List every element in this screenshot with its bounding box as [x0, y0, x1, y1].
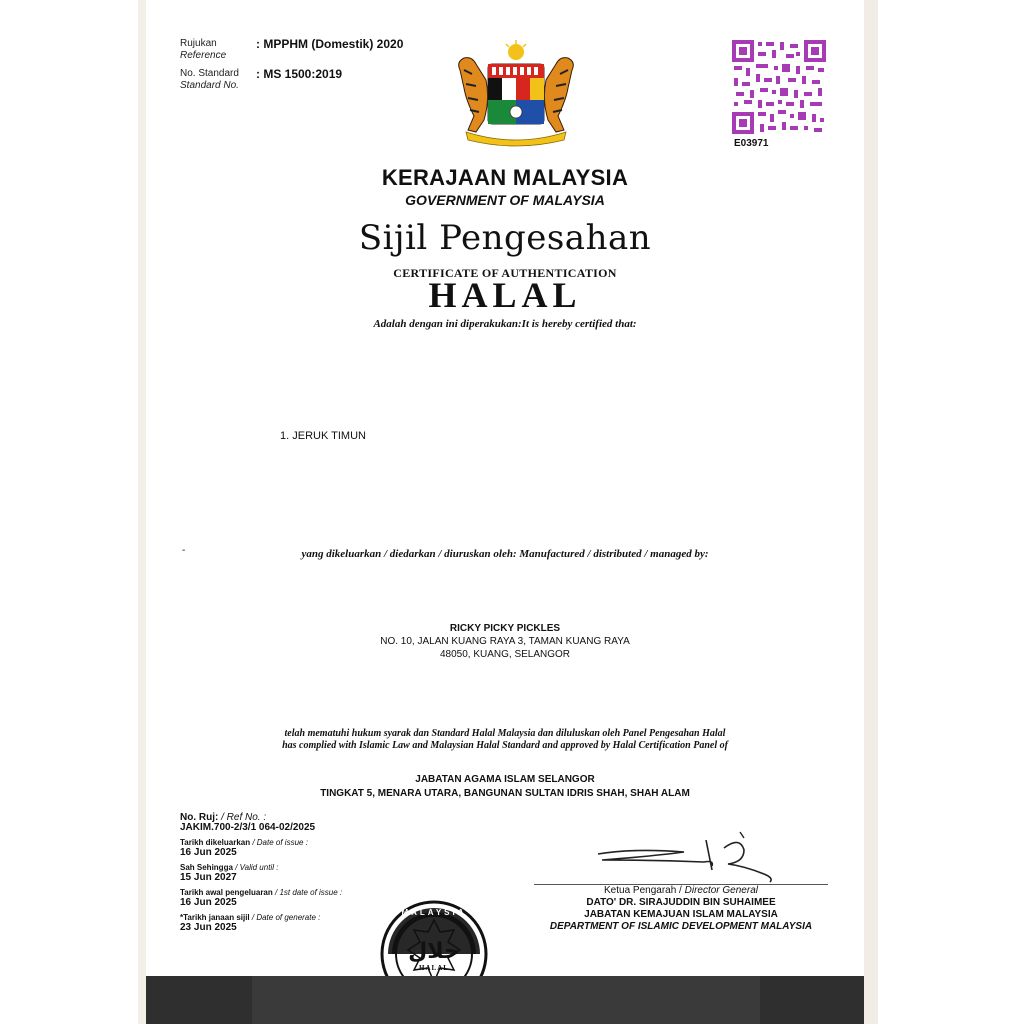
certificate-page — [146, 0, 864, 1024]
halal-title: HALAL — [428, 275, 582, 315]
director-dept-en: DEPARTMENT OF ISLAMIC DEVELOPMENT MALAYSIA — [549, 921, 813, 932]
first-issue-label: Tarikh awal pengeluaran — [180, 888, 273, 897]
issue-date-label-en: / Date of issue : — [250, 838, 308, 847]
footer-bar-right — [760, 976, 864, 1024]
generate-date-label: *Tarikh janaan sijil — [180, 913, 250, 922]
ref-no-label: No. Ruj: — [180, 812, 219, 823]
standard-value: : MS 1500:2019 — [256, 67, 343, 81]
director-dept-ms: JABATAN KEMAJUAN ISLAM MALAYSIA — [584, 909, 778, 920]
company-address-2: 48050, KUANG, SELANGOR — [439, 649, 571, 660]
footer-bar — [146, 976, 864, 1024]
authority-block — [146, 773, 864, 801]
generate-date-block — [180, 913, 342, 933]
certified-statement: Adalah dengan ini diperakukan:It is hereby certified that: — [373, 318, 637, 330]
government-title-ms: KERAJAAN MALAYSIA — [381, 165, 629, 190]
rujukan-value: : MPPHM (Domestik) 2020 — [256, 37, 404, 51]
valid-until-label-en: / Valid until : — [232, 863, 279, 872]
product-item: 1. JERUK TIMUN — [280, 430, 366, 442]
first-issue-value: 16 Jun 2025 — [180, 897, 237, 908]
compliance-line-ms: telah mematuhi hukum syarak dan Standard Halal Malaysia dan diluluskan oleh Panel Pengesahan Halal — [284, 728, 726, 739]
first-issue-block — [180, 888, 342, 908]
certificate-details — [180, 813, 342, 938]
svg-text:حلال: حلال — [408, 939, 460, 964]
valid-until-label: Sah Sehingga — [180, 863, 233, 872]
ref-no-value: JAKIM.700-2/3/1 064-02/2025 — [180, 822, 316, 833]
issue-date-block — [180, 838, 342, 858]
valid-until-value: 15 Jun 2027 — [180, 872, 237, 883]
compliance-statement — [146, 728, 864, 752]
rujukan-label: Rujukan Reference — [180, 38, 227, 61]
authority-name: JABATAN AGAMA ISLAM SELANGOR — [415, 774, 595, 785]
dash-mark: - — [182, 545, 186, 556]
signature-icon — [594, 830, 784, 888]
svg-text:MALAYSIA: MALAYSIA — [401, 908, 467, 917]
first-issue-label-en: / 1st date of issue : — [272, 888, 343, 897]
standard-label: No. Standard Standard No. — [180, 68, 239, 91]
paper-left-edge — [138, 0, 146, 1024]
qr-code-icon — [730, 38, 828, 136]
certificate-title: CERTIFICATE OF AUTHENTICATION — [393, 266, 617, 280]
right-background — [878, 0, 1024, 1024]
ref-no-label-en: / Ref No. : — [218, 812, 267, 823]
svg-text:HALAL: HALAL — [419, 964, 449, 972]
authority-address: TINGKAT 5, MENARA UTARA, BANGUNAN SULTAN IDRIS SHAH, SHAH ALAM — [320, 788, 690, 799]
company-block — [146, 622, 864, 661]
sijil-title: Sijil Pengesahan — [358, 218, 652, 258]
manufactured-statement: yang dikeluarkan / diedarkan / diuruskan oleh: Manufactured / distributed / managed by: — [301, 548, 709, 560]
generate-date-value: 23 Jun 2025 — [180, 922, 237, 933]
issue-date-value: 16 Jun 2025 — [180, 847, 237, 858]
generate-date-label-en: / Date of generate : — [249, 913, 321, 922]
director-name: DATO' DR. SIRAJUDDIN BIN SUHAIMEE — [586, 897, 776, 908]
reference-block — [180, 38, 403, 98]
left-background — [0, 0, 138, 1024]
qr-code-id: E03971 — [734, 138, 769, 149]
company-address-1: NO. 10, JALAN KUANG RAYA 3, TAMAN KUANG RAYA — [380, 636, 630, 647]
director-title-ms: Ketua Pengarah / — [604, 885, 685, 896]
director-block — [534, 885, 828, 933]
valid-until-block — [180, 863, 342, 883]
government-title-en: GOVERNMENT OF MALAYSIA — [405, 192, 605, 208]
company-name: RICKY PICKY PICKLES — [449, 623, 561, 634]
coat-of-arms-icon — [446, 40, 586, 148]
footer-bar-left — [146, 976, 252, 1024]
issue-date-label: Tarikh dikeluarkan — [180, 838, 251, 847]
director-title-en: Director General — [684, 885, 758, 896]
ref-no-block — [180, 813, 342, 833]
compliance-line-en: has complied with Islamic Law and Malaysian Halal Standard and approved by Halal Certification Panel of — [282, 740, 728, 751]
